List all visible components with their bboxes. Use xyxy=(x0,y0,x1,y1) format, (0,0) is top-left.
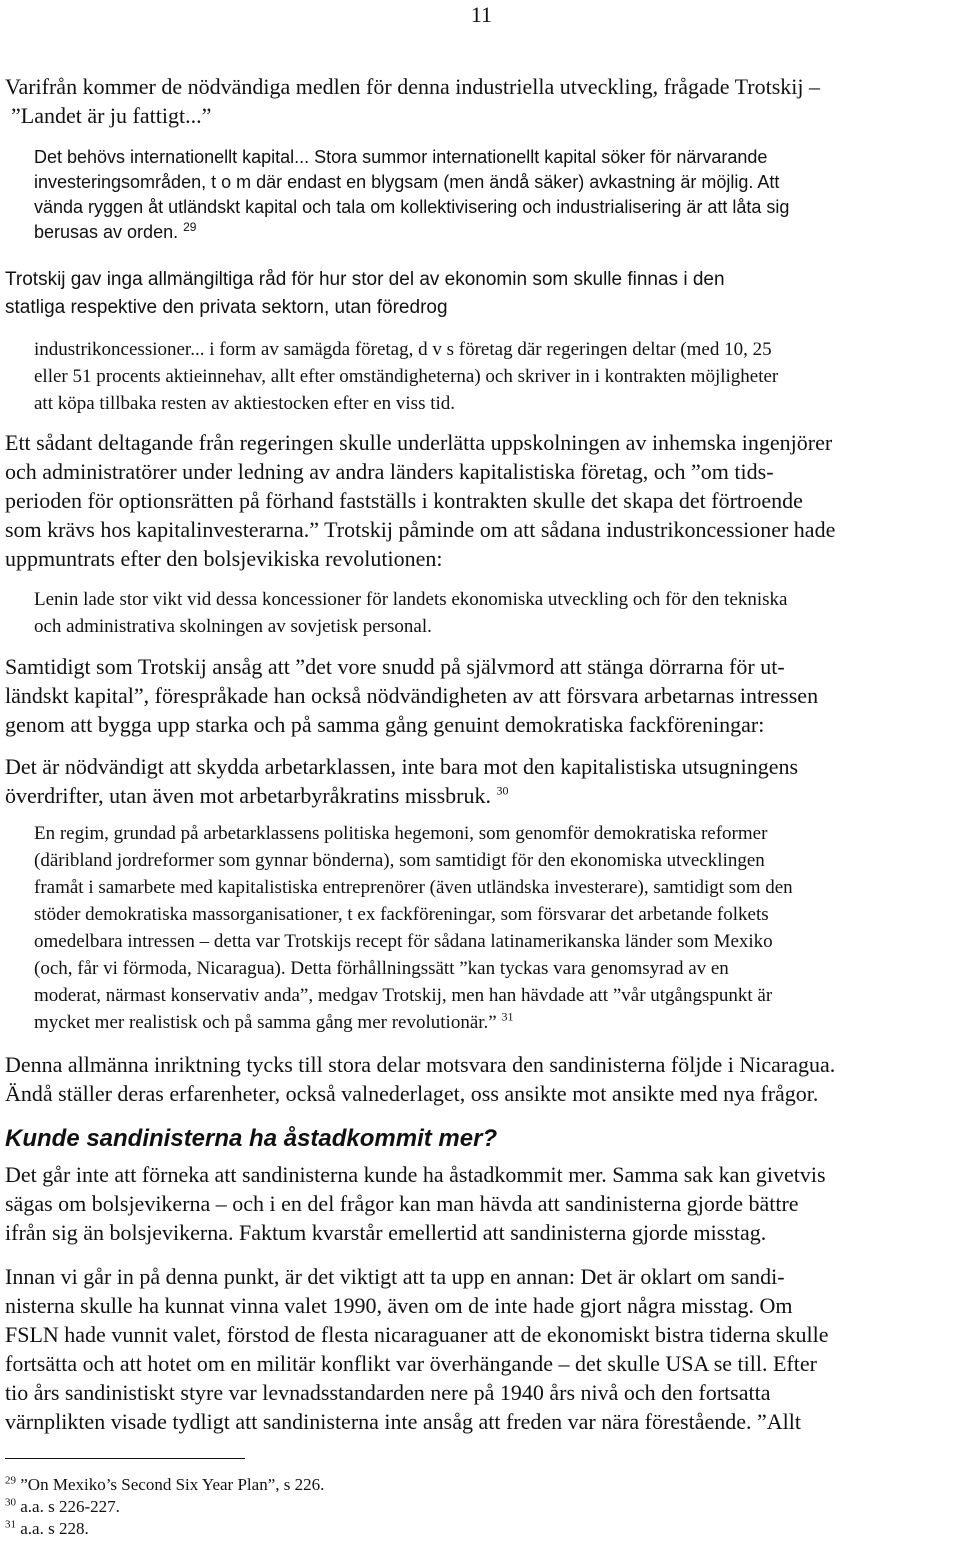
text-line: Samtidigt som Trotskij ansåg att ”det vore snudd på självmord att stänga dörrarna för ut- xyxy=(5,654,785,679)
text-line: framåt i samarbete med kapitalistiska entreprenörer (även utländska investerare), samtidigt som den xyxy=(34,877,793,898)
text-fragment: berusas av orden. xyxy=(34,222,179,242)
text-line: ifrån sig än bolsjevikerna. Faktum kvarstår emellertid att sandinisterna gjorde misstag. xyxy=(5,1220,767,1245)
quote-block-1 xyxy=(34,145,789,245)
text-line: perioden för optionsrätten på förhand fastställs i kontrakten skulle det skapa det förtroende xyxy=(5,488,803,513)
text-line: Trotskij gav inga allmängiltiga råd för hur stor del av ekonomin som skulle finnas i den xyxy=(5,269,725,290)
footnote-ref-29: 29 xyxy=(183,220,197,234)
quote-block-4 xyxy=(34,820,793,1036)
text-line: uppmuntrats efter den bolsjevikiska revolutionen: xyxy=(5,546,443,571)
footnote-number: 31 xyxy=(5,1518,16,1531)
text-line: ”Landet är ju fattigt...” xyxy=(11,103,212,128)
text-line: och administrativa skolningen av sovjetisk personal. xyxy=(34,616,432,637)
footnote-text: ”On Mexiko’s Second Six Year Plan”, s 226. xyxy=(20,1475,325,1494)
section-heading: Kunde sandinisterna ha åstadkommit mer? xyxy=(5,1125,498,1152)
footnote-number: 29 xyxy=(5,1474,16,1487)
text-fragment: mycket mer realistisk och på samma gång mer revolutionär.” xyxy=(34,1012,497,1033)
text-line: vända ryggen åt utländskt kapital och tala om kollektivisering och industrialisering är att låta sig xyxy=(34,197,790,217)
paragraph-3 xyxy=(5,428,835,573)
text-line xyxy=(5,781,798,810)
paragraph-8 xyxy=(5,1262,829,1436)
footnote-divider xyxy=(5,1458,245,1459)
text-line: Det går inte att förneka att sandinisterna kunde ha åstadkommit mer. Samma sak kan givetvis xyxy=(5,1162,826,1187)
text-line xyxy=(34,220,789,245)
text-line: (däribland jordreformer som gynnar bönderna), som samtidigt för den ekonomiska utvecklingen xyxy=(34,850,765,871)
text-line: Ett sådant deltagande från regeringen skulle underlätta uppskolningen av inhemska ingenjörer xyxy=(5,430,833,455)
footnote-31 xyxy=(5,1518,324,1540)
paragraph-4 xyxy=(5,652,818,739)
text-line: nisterna skulle ha kunnat vinna valet 1990, även om de inte hade gjort några misstag. Om xyxy=(5,1293,793,1318)
text-fragment: överdrifter, utan även mot arbetarbyråkratins missbruk. xyxy=(5,783,492,808)
text-line: värnplikten visade tydligt att sandinisterna inte ansåg att freden var nära förestående. ”Allt xyxy=(5,1409,801,1434)
text-line: Varifrån kommer de nödvändiga medlen för denna industriella utveckling, frågade Trotskij – xyxy=(5,74,821,99)
text-line: genom att bygga upp starka och på samma gång genuint demokratiska fackföreningar: xyxy=(5,712,765,737)
text-line: Ändå ställer deras erfarenheter, också valnederlaget, oss ansikte mot ansikte med nya frågor. xyxy=(5,1081,819,1106)
text-line: tio års sandinistiskt styre var levnadsstandarden nere på 1940 års nivå och den fortsatta xyxy=(5,1380,771,1405)
footnote-30 xyxy=(5,1496,324,1518)
footnote-text: a.a. s 228. xyxy=(20,1519,89,1538)
page-number: 11 xyxy=(470,2,492,27)
text-line: Det behövs internationellt kapital... Stora summor internationellt kapital söker för närvarande xyxy=(34,147,768,167)
text-line: statliga respektive den privata sektorn, utan föredrog xyxy=(5,297,448,318)
footnote-number: 30 xyxy=(5,1496,16,1509)
text-line: ländskt kapital”, förespråkade han också nödvändigheten av att försvara arbetarnas intressen xyxy=(5,683,819,708)
footnote-text: a.a. s 226-227. xyxy=(20,1497,120,1516)
text-line: att köpa tillbaka resten av aktiestocken efter en viss tid. xyxy=(34,393,456,414)
text-line: Denna allmänna inriktning tycks till stora delar motsvara den sandinisterna följde i Nicaragua. xyxy=(5,1052,836,1077)
text-line xyxy=(34,1009,793,1036)
footnote-ref-31: 31 xyxy=(501,1009,514,1024)
footnotes xyxy=(5,1474,324,1540)
paragraph-1 xyxy=(5,72,820,130)
text-line: omedelbara intressen – detta var Trotskijs recept för sådana latinamerikanska länder som Mexiko xyxy=(34,931,773,952)
text-line: industrikoncessioner... i form av samägda företag, d v s företag där regeringen deltar (med 10, 25 xyxy=(34,339,772,360)
text-line: Lenin lade stor vikt vid dessa koncessioner för landets ekonomiska utveckling och för den tekniska xyxy=(34,589,788,610)
text-line: En regim, grundad på arbetarklassens politiska hegemoni, som genomför demokratiska reformer xyxy=(34,823,768,844)
text-line: moderat, närmast konservativ anda”, medgav Trotskij, men han hävdade att ”vår utgångspunkt är xyxy=(34,985,773,1006)
footnote-29 xyxy=(5,1474,324,1496)
footnote-ref-30: 30 xyxy=(496,783,509,798)
text-line: fortsätta och att hotet om en militär konflikt var överhängande – det skulle USA se till. Efter xyxy=(5,1351,817,1376)
text-line: som krävs hos kapitalinvesterarna.” Trotskij påminde om att sådana industrikoncessioner hade xyxy=(5,517,836,542)
text-line: eller 51 procents aktieinnehav, allt efter omständigheterna) och skriver in i kontrakten möjligheter xyxy=(34,366,779,387)
quote-block-2 xyxy=(34,336,778,417)
paragraph-7 xyxy=(5,1160,826,1247)
text-line: Innan vi går in på denna punkt, är det viktigt att ta upp en annan: Det är oklart om sandi- xyxy=(5,1264,785,1289)
text-line: och administratörer under ledning av andra länders kapitalistiska företag, och ”om tids- xyxy=(5,459,774,484)
paragraph-5 xyxy=(5,752,798,810)
paragraph-6 xyxy=(5,1050,835,1108)
quote-block-3 xyxy=(34,586,787,640)
text-line: stöder demokratiska massorganisationer, t ex fackföreningar, som försvarar det arbetande folkets xyxy=(34,904,769,925)
text-line: (och, får vi förmoda, Nicaragua). Detta förhållningssätt ”kan tyckas vara genomsyrad av en xyxy=(34,958,729,979)
text-line: investeringsområden, t o m där endast en blygsam (men ändå säker) avkastning är möjlig. Att xyxy=(34,172,780,192)
text-line: FSLN hade vunnit valet, förstod de flesta nicaraguaner att de ekonomiskt bistra tiderna skulle xyxy=(5,1322,829,1347)
text-line: Det är nödvändigt att skydda arbetarklassen, inte bara mot den kapitalistiska utsugningens xyxy=(5,754,799,779)
text-line: sägas om bolsjevikerna – och i en del frågor kan man hävda att sandinisterna gjorde bättre xyxy=(5,1191,799,1216)
paragraph-2 xyxy=(5,266,725,322)
